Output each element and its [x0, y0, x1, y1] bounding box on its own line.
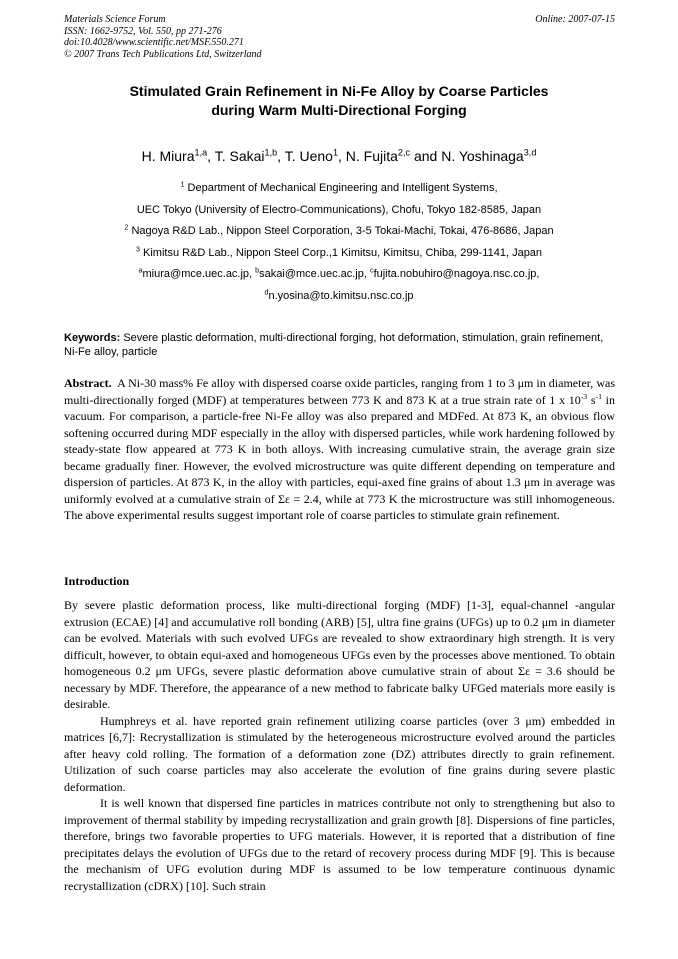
email-b-sup: b	[255, 266, 260, 275]
author-5: N. Yoshinaga	[441, 148, 524, 164]
affiliation-3-text: Kimitsu R&D Lab., Nippon Steel Corp.,1 Kimitsu, Kimitsu, Chiba, 299-1141, Japan	[143, 246, 543, 259]
abstract	[64, 375, 615, 524]
affiliation-3-num: 3	[135, 244, 140, 253]
author-and: and	[413, 148, 438, 164]
affiliation-2-num: 2	[124, 223, 129, 232]
abstract-text-2: in vacuum. For comparison, a particle-free Ni-Fe alloy was also prepared and MDFed. At 873 K, an obvious flow softening occurred during MDF especially in the alloy with dispersed particles, while work hardening followed by steady-state flow appeared at 773 K in both alloys. With increasing cumulative strain, the average grain size became gradually finer. However, the evolved microstructure was quite different depending on temperature and dispersion of particles. At 873 K, in the alloy with particles, equi-axed fine grains of about 1.3 μm in average was uniformly evolved at a cumulative strain of Σε = 2.4, while at 773 K the microstructure was still inhomogeneous. The above experimental results suggest important role of coarse particles to stimulate grain refinement.	[64, 392, 615, 522]
issn-line: ISSN: 1662-9752, Vol. 550, pp 271-276	[64, 25, 222, 37]
author-3-sup: 1	[332, 147, 339, 158]
keywords-text: Severe plastic deformation, multi-directional forging, hot deformation, stimulation, grain refinement, Ni-Fe alloy, particle	[64, 332, 604, 358]
abstract-sup-1: -3	[580, 391, 588, 401]
copyright-line: © 2007 Trans Tech Publications Ltd, Switzerland	[64, 48, 262, 60]
affiliation-1-num: 1	[180, 180, 185, 189]
journal-name: Materials Science Forum	[64, 14, 166, 25]
title-line-1: Stimulated Grain Refinement in Ni-Fe Alloy by Coarse Particles	[129, 83, 549, 99]
author-4-sup: 2,c	[397, 147, 411, 158]
paper-title	[40, 82, 638, 120]
online-date: Online: 2007-07-15	[535, 14, 615, 25]
author-1-sup: 1,a	[194, 147, 208, 158]
affiliation-2-text: Nagoya R&D Lab., Nippon Steel Corporation, 3-5 Tokai-Machi, Tokai, 476-8686, Japan	[131, 225, 554, 237]
abstract-label: Abstract.	[64, 376, 112, 390]
author-3: T. Ueno	[284, 148, 333, 164]
author-1: H. Miura	[141, 148, 195, 164]
section-heading-introduction: Introduction	[64, 574, 130, 588]
email-c[interactable]: fujita.nobuhiro@nagoya.nsc.co.jp,	[373, 268, 540, 280]
intro-paragraph-3: It is well known that dispersed fine particles in matrices contribute not only to strengthening but also to improvement of thermal stability by impeding recrystallization and grain growth [8]. Dispersions of fine particles, therefore, brings two favorable properties to UFG materials. However, it is reported that a distribution of fine precipitates delays the evolution of UFGs due to the retard of recovery process during MDF [9]. This is because the mechanism of UFG evolution during MDF is assumed to be low temperature continuous dynamic recrystallization (cDRX) [10]. Such strain	[64, 796, 615, 893]
email-a[interactable]: miura@mce.uec.ac.jp,	[142, 268, 253, 280]
affiliation-1-line2: UEC Tokyo (University of Electro-Communications), Chofu, Tokyo 182-8585, Japan	[136, 203, 542, 216]
abstract-sup-2: -1	[595, 391, 603, 401]
affiliation-2	[40, 221, 638, 243]
author-2: T. Sakai	[214, 148, 265, 164]
email-d-sup: d	[264, 287, 269, 296]
email-c-sup: c	[369, 266, 374, 275]
email-b[interactable]: sakai@mce.uec.ac.jp,	[259, 268, 367, 280]
intro-paragraph-1: By severe plastic deformation process, like multi-directional forging (MDF) [1-3], equal-channel -angular extrusion (ECAE) [4] and accumulative roll bonding (ARB) [5], ultra fine grains (UFGs) up to 0.2 μm in diameter can be evolved. Materials with such evolved UFGs are revealed to show extraordinary high strength. It is very difficult, however, to obtain equi-axed and homogeneous UFGs even by the processes above mentioned. To obtain homogeneous 0.2 μm UFGs, severe plastic deformation above cumulative strain of about Σε = 3.6 should be necessary by MDF. Therefore, the appearance of a new method to fabricate balky UFGed materials more easily is desirable.	[64, 598, 615, 711]
email-list	[40, 264, 638, 286]
affiliation-1-line1: Department of Mechanical Engineering and Intelligent Systems,	[187, 182, 498, 194]
abstract-text-1: A Ni-30 mass% Fe alloy with dispersed coarse oxide particles, ranging from 1 to 3 μm in diameter, was multi-directionally forged (MDF) at temperatures between 773 K and 873 K at a true strain rate of 1 x 10	[64, 376, 615, 407]
keywords-label: Keywords:	[64, 332, 121, 344]
keywords	[64, 331, 615, 359]
abstract-text-mid: s	[587, 392, 596, 407]
author-2-sup: 1,b	[264, 147, 278, 158]
author-4: N. Fujita	[345, 148, 398, 164]
author-5-sup: 3,d	[523, 147, 537, 158]
affiliation-3	[40, 243, 638, 265]
doi-line: doi:10.4028/www.scientific.net/MSF.550.271	[64, 37, 244, 48]
intro-paragraph-2: Humphreys et al. have reported grain refinement utilizing coarse particles (over 3 μm) embedded in matrices [6,7]: Recrystallization is stimulated by the heterogeneous microstructure evolved around the particles after heavy cold rolling. The formation of a deformation zone (DZ) attributes directly to grain refinement. Utilization of such coarse particles may also accelerate the evolution of fine grains during severe plastic deformation.	[64, 713, 615, 794]
journal-header	[64, 14, 262, 60]
affiliations	[40, 178, 638, 307]
email-d[interactable]: n.yosina@to.kimitsu.nsc.co.jp	[268, 289, 414, 302]
author-list: H. Miura$^{1,a}$, T. Sakai$^{1,b}$, T. Ueno$^1$, N. Fujita$^{2,c}$ and N. Yoshinaga$^{3,d}$	[141, 147, 537, 164]
title-line-2: during Warm Multi-Directional Forging	[211, 102, 467, 118]
email-a-sup: a	[138, 266, 143, 275]
email-list-2	[40, 286, 638, 308]
introduction-body	[64, 597, 615, 894]
affiliation-1	[40, 178, 638, 200]
